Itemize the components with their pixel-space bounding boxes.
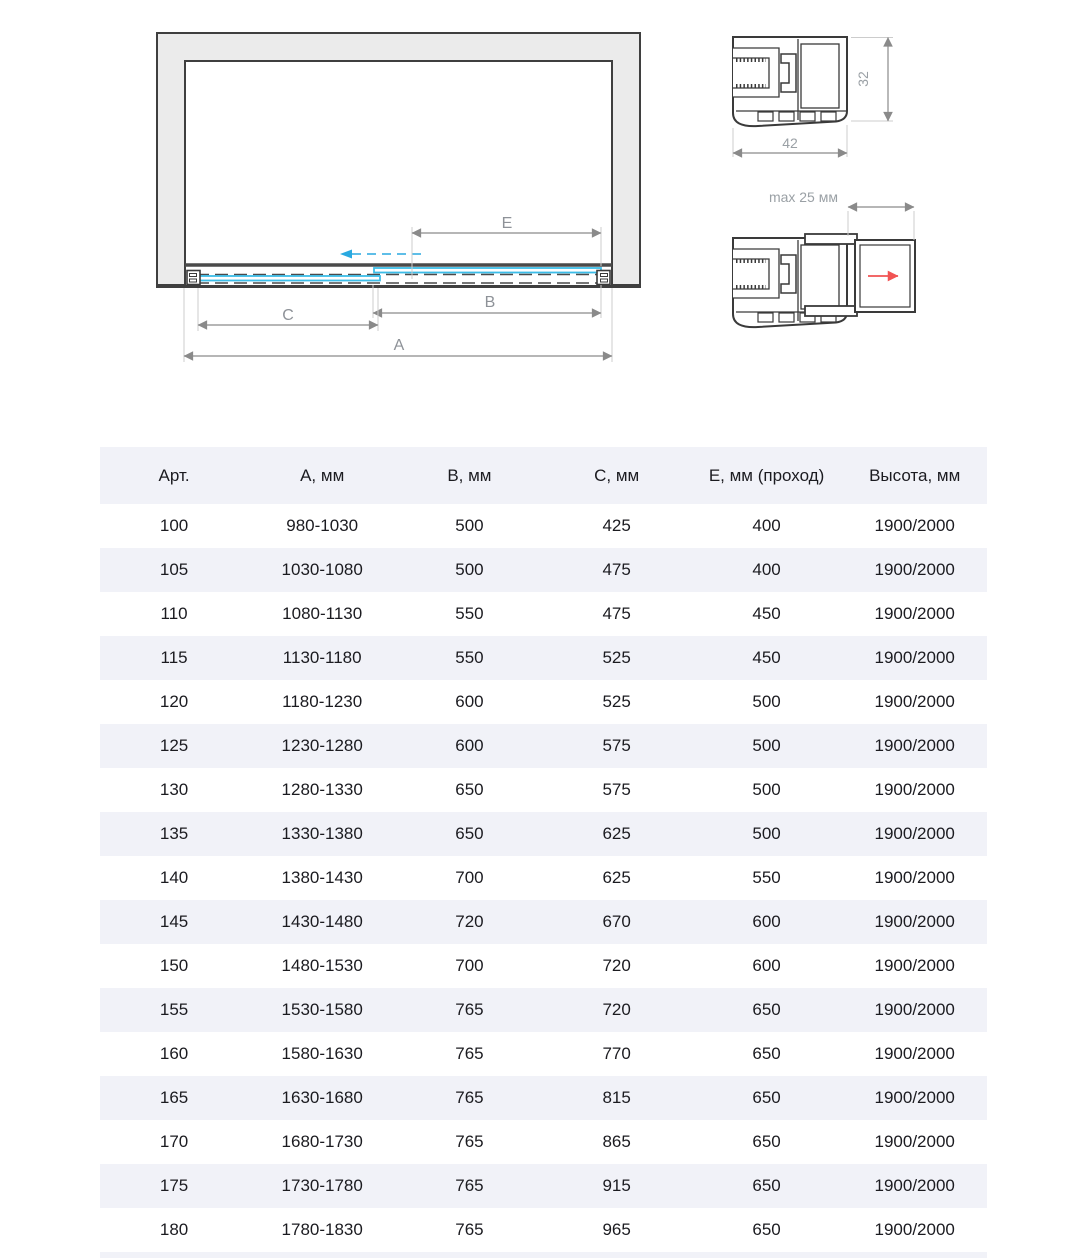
table-cell: 155 bbox=[100, 988, 248, 1032]
dimension-max-25-label: max 25 мм bbox=[768, 189, 838, 205]
dimension-a-label: A bbox=[393, 337, 405, 354]
table-cell: 600 bbox=[396, 724, 542, 768]
table-cell: 1900/2000 bbox=[842, 1120, 987, 1164]
table-cell: 770 bbox=[543, 1032, 691, 1076]
table-cell: 1080-1130 bbox=[248, 592, 396, 636]
wall-profile-section bbox=[733, 37, 893, 157]
wall-profile-left bbox=[187, 271, 200, 285]
table-cell: 1900/2000 bbox=[842, 812, 987, 856]
table-row bbox=[100, 1120, 987, 1164]
table-cell: 650 bbox=[691, 1032, 843, 1076]
table-cell: 575 bbox=[543, 768, 691, 812]
table-cell: 165 bbox=[100, 1076, 248, 1120]
dimension-32 bbox=[851, 38, 893, 122]
table-cell: 175 bbox=[100, 1164, 248, 1208]
table-cell: 765 bbox=[396, 988, 542, 1032]
table-cell: 1900/2000 bbox=[842, 944, 987, 988]
table-cell: 525 bbox=[543, 636, 691, 680]
table-cell: 475 bbox=[543, 592, 691, 636]
table-cell: 815 bbox=[543, 1076, 691, 1120]
table-cell: 160 bbox=[100, 1032, 248, 1076]
dimension-c bbox=[198, 288, 378, 331]
table-row bbox=[100, 724, 987, 768]
column-header-3: С, мм bbox=[543, 447, 691, 504]
table-cell: 400 bbox=[691, 548, 843, 592]
table-cell: 1900/2000 bbox=[842, 1076, 987, 1120]
table-row bbox=[100, 856, 987, 900]
table-cell: 765 bbox=[396, 1032, 542, 1076]
column-header-5: Высота, мм bbox=[842, 447, 987, 504]
table-cell: 865 bbox=[543, 1120, 691, 1164]
table-cell: 500 bbox=[396, 548, 542, 592]
fixed-glass-panel bbox=[194, 276, 380, 281]
table-cell: 625 bbox=[543, 856, 691, 900]
dimension-c-label: C bbox=[282, 307, 294, 324]
dimension-32-label: 32 bbox=[855, 71, 871, 87]
table-cell: 125 bbox=[100, 724, 248, 768]
table-cell: 650 bbox=[691, 1120, 843, 1164]
table-cell: 1900/2000 bbox=[842, 592, 987, 636]
table-cell: 650 bbox=[691, 1164, 843, 1208]
table-cell: 1630-1680 bbox=[248, 1076, 396, 1120]
table-row bbox=[100, 548, 987, 592]
table-cell: 980-1030 bbox=[248, 504, 396, 548]
column-header-1: А, мм bbox=[248, 447, 396, 504]
table-header bbox=[100, 447, 987, 504]
table-cell: 600 bbox=[396, 680, 542, 724]
dimension-e-label: E bbox=[501, 215, 513, 232]
dimension-b bbox=[373, 285, 601, 318]
wall-profile-right bbox=[597, 271, 610, 285]
column-header-2: В, мм bbox=[396, 447, 542, 504]
table-cell: 550 bbox=[396, 636, 542, 680]
table-header-row bbox=[100, 447, 987, 504]
table-row bbox=[100, 768, 987, 812]
slide-direction-arrow bbox=[340, 250, 424, 259]
table-row bbox=[100, 636, 987, 680]
table-cell: 145 bbox=[100, 900, 248, 944]
table-row bbox=[100, 680, 987, 724]
sliding-glass-panel bbox=[374, 268, 601, 273]
table-cell: 720 bbox=[396, 900, 542, 944]
table-row bbox=[100, 900, 987, 944]
table-cell: 575 bbox=[543, 724, 691, 768]
table-cell: 140 bbox=[100, 856, 248, 900]
table-cell: 105 bbox=[100, 548, 248, 592]
table-cell: 650 bbox=[396, 768, 542, 812]
table-cell: 500 bbox=[691, 724, 843, 768]
table-cell: 1280-1330 bbox=[248, 768, 396, 812]
table-row bbox=[100, 812, 987, 856]
table-cell: 1330-1380 bbox=[248, 812, 396, 856]
table-cell: 1900/2000 bbox=[842, 724, 987, 768]
table-row bbox=[100, 504, 987, 548]
table-cell: 100 bbox=[100, 504, 248, 548]
table-cell: 525 bbox=[543, 680, 691, 724]
table-cell: 475 bbox=[543, 548, 691, 592]
table-cell: 670 bbox=[543, 900, 691, 944]
table-cell: 150 bbox=[100, 944, 248, 988]
table-row bbox=[100, 1208, 987, 1252]
table-cell: 765 bbox=[396, 1076, 542, 1120]
extension-lip-bottom bbox=[805, 306, 857, 316]
table-cell: 600 bbox=[691, 900, 843, 944]
table-cell: 450 bbox=[691, 636, 843, 680]
table-cell: 1430-1480 bbox=[248, 900, 396, 944]
table-cell: 650 bbox=[691, 1208, 843, 1252]
table-cell: 180 bbox=[100, 1208, 248, 1252]
table-cell: 1900/2000 bbox=[842, 768, 987, 812]
column-header-4: Е, мм (проход) bbox=[691, 447, 843, 504]
table-row bbox=[100, 944, 987, 988]
table-row bbox=[100, 1076, 987, 1120]
table-cell: 700 bbox=[396, 944, 542, 988]
table-cell: 550 bbox=[691, 856, 843, 900]
table-cell: 1900/2000 bbox=[842, 636, 987, 680]
table-cell: 450 bbox=[691, 592, 843, 636]
technical-drawing bbox=[0, 0, 1087, 440]
dimension-max-25 bbox=[769, 189, 914, 240]
table-cell: 1900/2000 bbox=[842, 988, 987, 1032]
table-cell: 1900/2000 bbox=[842, 856, 987, 900]
table-cell: 1900/2000 bbox=[842, 1032, 987, 1076]
table-cell: 625 bbox=[543, 812, 691, 856]
table-cell: 1380-1430 bbox=[248, 856, 396, 900]
table-cell: 600 bbox=[691, 944, 843, 988]
table-cell: 130 bbox=[100, 768, 248, 812]
table-cell: 425 bbox=[543, 504, 691, 548]
table-row bbox=[100, 1164, 987, 1208]
table-cell: 650 bbox=[691, 1076, 843, 1120]
table-cell: 1530-1580 bbox=[248, 988, 396, 1032]
table-cell: 765 bbox=[396, 1120, 542, 1164]
table-cell: 1180-1230 bbox=[248, 680, 396, 724]
table-cell: 110 bbox=[100, 592, 248, 636]
table-cell: 1900/2000 bbox=[842, 680, 987, 724]
table-cell: 1900/2000 bbox=[842, 900, 987, 944]
table-cell: 765 bbox=[396, 1208, 542, 1252]
table-body bbox=[100, 504, 987, 1252]
table-cell: 1130-1180 bbox=[248, 636, 396, 680]
table-cell: 120 bbox=[100, 680, 248, 724]
table-row bbox=[100, 592, 987, 636]
table-cell: 765 bbox=[396, 1164, 542, 1208]
table-row bbox=[100, 988, 987, 1032]
table-cell: 500 bbox=[691, 768, 843, 812]
wall-frame bbox=[157, 33, 640, 285]
table-cell: 1900/2000 bbox=[842, 1208, 987, 1252]
table-cell: 135 bbox=[100, 812, 248, 856]
size-spec-table bbox=[100, 447, 987, 1252]
shower-door-plan bbox=[156, 33, 641, 362]
table-cell: 720 bbox=[543, 944, 691, 988]
table-cell: 1030-1080 bbox=[248, 548, 396, 592]
table-cell: 550 bbox=[396, 592, 542, 636]
table-cell: 650 bbox=[396, 812, 542, 856]
table-cell: 400 bbox=[691, 504, 843, 548]
table-cell: 1900/2000 bbox=[842, 1164, 987, 1208]
table-cell: 500 bbox=[396, 504, 542, 548]
table-cell: 1900/2000 bbox=[842, 504, 987, 548]
table-cell: 1730-1780 bbox=[248, 1164, 396, 1208]
table-cell: 1480-1530 bbox=[248, 944, 396, 988]
table-cell: 1680-1730 bbox=[248, 1120, 396, 1164]
table-cell: 500 bbox=[691, 812, 843, 856]
table-cell: 170 bbox=[100, 1120, 248, 1164]
table-cell: 965 bbox=[543, 1208, 691, 1252]
dimension-42-label: 42 bbox=[782, 135, 798, 151]
table-cell: 1230-1280 bbox=[248, 724, 396, 768]
dimension-42 bbox=[733, 125, 847, 157]
table-cell: 650 bbox=[691, 988, 843, 1032]
table-cell: 115 bbox=[100, 636, 248, 680]
table-row bbox=[100, 1032, 987, 1076]
table-cell: 1780-1830 bbox=[248, 1208, 396, 1252]
table-cell: 915 bbox=[543, 1164, 691, 1208]
table-cell: 500 bbox=[691, 680, 843, 724]
table-cell: 700 bbox=[396, 856, 542, 900]
clipped-next-row-strip bbox=[100, 1252, 987, 1258]
dimension-b-label: B bbox=[484, 294, 496, 311]
table-cell: 1900/2000 bbox=[842, 548, 987, 592]
wall-profile-extended-section bbox=[733, 189, 915, 327]
table-cell: 720 bbox=[543, 988, 691, 1032]
table-cell: 1580-1630 bbox=[248, 1032, 396, 1076]
column-header-0: Арт. bbox=[100, 447, 248, 504]
extension-lip-top bbox=[805, 234, 857, 244]
